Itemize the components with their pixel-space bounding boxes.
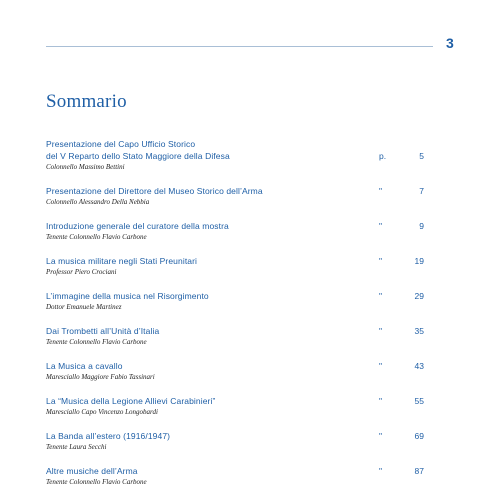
toc-entry-title: La musica militare negli Stati Preunitari [46, 256, 198, 266]
toc-entry[interactable] [46, 325, 436, 348]
toc-entry-author: Maresciallo Maggiore Fabio Tassinari [46, 373, 155, 381]
toc-entry-title: Presentazione del Direttore del Museo Storico dell’Arma [46, 186, 263, 196]
toc-entry-page: 87 [414, 466, 424, 476]
toc-entry[interactable] [46, 138, 436, 173]
toc-entry-title: La Musica a cavallo [46, 361, 123, 371]
toc-entry-page-prefix: " [379, 326, 383, 336]
toc-entry[interactable] [46, 430, 436, 453]
page-title: Sommario [46, 91, 127, 112]
toc-entry[interactable] [46, 395, 436, 418]
toc-entry-page: 35 [414, 326, 424, 336]
toc-entry-author: Tenente Colonnello Flavio Carbone [46, 478, 147, 486]
toc-entry-page: 7 [419, 186, 424, 196]
toc-entry[interactable] [46, 290, 436, 313]
toc-entry-title: La Banda all’estero (1916/1947) [46, 431, 171, 441]
toc-entry-title: L’immagine della musica nel Risorgimento [46, 291, 209, 301]
toc-entry[interactable] [46, 360, 436, 383]
toc-entry-page: 43 [414, 361, 424, 371]
toc-entry-page: 5 [419, 151, 424, 161]
toc-entry-page-prefix: " [379, 221, 383, 231]
toc-entry-title: del V Reparto dello Stato Maggiore della Difesa [46, 151, 230, 161]
toc-entry-page-prefix: " [379, 431, 383, 441]
header-rule [46, 46, 433, 47]
toc-entry-page: 19 [414, 256, 424, 266]
toc-entry-page-prefix: " [379, 361, 383, 371]
toc-entry-page: 29 [414, 291, 424, 301]
toc-entry-title: Presentazione del Capo Ufficio Storico [46, 139, 196, 149]
toc-entry-title: Altre musiche dell’Arma [46, 466, 138, 476]
toc-entry-author: Tenente Colonnello Flavio Carbone [46, 233, 147, 241]
toc-entry-author: Tenente Laura Secchi [46, 443, 107, 451]
toc-entry-page-prefix: " [379, 256, 383, 266]
toc-entry-page-prefix: " [379, 466, 383, 476]
toc-entry-page-prefix: " [379, 186, 383, 196]
toc-entry-author: Dottor Emanuele Martinez [46, 303, 122, 311]
page-number: 3 [446, 35, 454, 51]
toc-entry-title: Introduzione generale del curatore della mostra [46, 221, 229, 231]
toc-entry-page: 9 [419, 221, 424, 231]
toc-entry-author: Professor Piero Crociani [46, 268, 117, 276]
toc-entry-author: Colonnello Alessandro Della Nebbia [46, 198, 150, 206]
toc-entry-title: Dai Trombetti all’Unità d’Italia [46, 326, 160, 336]
toc-entry-author: Colonnello Massimo Bettini [46, 163, 125, 171]
toc-entry[interactable] [46, 185, 436, 208]
toc-entry[interactable] [46, 465, 436, 488]
toc-entry[interactable] [46, 255, 436, 278]
toc-entry-page: 69 [414, 431, 424, 441]
toc-entry[interactable] [46, 220, 436, 243]
toc-entry-page-prefix: p. [379, 151, 387, 161]
toc-entry-page-prefix: " [379, 291, 383, 301]
toc-entry-page: 55 [414, 396, 424, 406]
toc-entry-author: Tenente Colonnello Flavio Carbone [46, 338, 147, 346]
toc-entry-page-prefix: " [379, 396, 383, 406]
toc-entry-title: La “Musica della Legione Allievi Carabinieri” [46, 396, 216, 406]
toc-entry-author: Maresciallo Capo Vincenzo Longobardi [46, 408, 158, 416]
table-of-contents [46, 138, 436, 500]
